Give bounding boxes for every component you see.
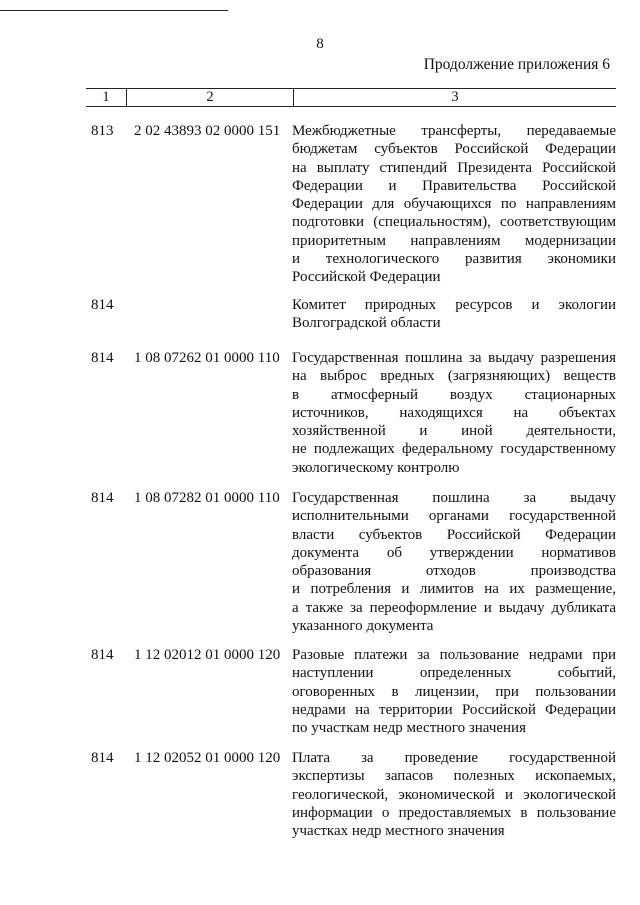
revenue-description — [292, 646, 616, 737]
description-line: и технологического развития экономики — [292, 251, 616, 268]
description-line: экологическому контролю — [292, 459, 460, 476]
description-line: бюджетам субъектов Российской Федерации — [292, 141, 616, 158]
budget-classification-code: 1 08 07282 01 0000 110 — [134, 490, 280, 506]
description-line: Комитет природных ресурсов и экологии — [292, 297, 616, 313]
description-line: оговоренных в лицензии, при пользовании — [292, 683, 616, 700]
revenue-description — [292, 349, 616, 477]
description-line: исполнительными органами государственной — [292, 508, 616, 525]
admin-code: 813 — [91, 123, 114, 139]
revenue-description — [292, 296, 616, 333]
description-line: Волгоградской области — [292, 315, 441, 332]
top-rule — [0, 10, 228, 11]
description-line: на выброс вредных (загрязняющих) веществ — [292, 368, 616, 385]
description-line: не подлежащих федеральному государственному — [292, 441, 616, 458]
budget-classification-code: 1 12 02052 01 0000 120 — [134, 750, 281, 766]
description-line: по участкам недр местного значения — [292, 720, 526, 737]
description-line: Федерации для обучающихся по направлениям — [292, 196, 616, 213]
admin-code: 814 — [91, 490, 114, 506]
revenue-description — [292, 122, 616, 287]
description-line: геологической, экономической и экологической — [292, 786, 616, 803]
description-line: наступлении определенных событий, — [292, 665, 616, 682]
description-line: экспертизы запасов полезных ископаемых, — [292, 768, 616, 785]
description-line: Плата за проведение государственной — [292, 750, 616, 766]
header-col-2: 2 — [127, 89, 294, 106]
header-col-1: 1 — [86, 89, 127, 106]
description-line: образования отходов производства — [292, 563, 616, 580]
description-line: указанного документа — [292, 618, 434, 635]
description-line: Федерации и Правительства Российской — [292, 177, 616, 194]
appendix-heading: Продолжение приложения 6 — [423, 56, 610, 73]
budget-classification-code: 1 12 02012 01 0000 120 — [134, 647, 281, 663]
description-line: на выплату стипендий Президента Российской — [292, 159, 616, 176]
description-line: недрами на территории Российской Федерации — [292, 701, 616, 718]
description-line: документа об утверждении нормативов — [292, 544, 616, 561]
table-header — [86, 88, 616, 107]
admin-code: 814 — [91, 350, 114, 366]
admin-code: 814 — [91, 297, 114, 313]
revenue-description — [292, 749, 616, 840]
description-line: Разовые платежи за пользование недрами при — [292, 647, 616, 663]
header-col-3: 3 — [451, 89, 459, 105]
description-line: источников, находящихся на объектах — [292, 404, 616, 421]
revenue-description — [292, 489, 616, 635]
description-line: информации о предоставляемых в пользование — [292, 804, 616, 821]
description-line: приоритетным направлениям модернизации — [292, 232, 616, 249]
description-line: хозяйственной и иной деятельности, — [292, 423, 616, 440]
description-line: подготовки (специальностям), соответствующим — [292, 214, 616, 231]
description-line: Российской Федерации — [292, 269, 441, 286]
description-line: Межбюджетные трансферты, передаваемые — [292, 123, 616, 139]
description-line: а также за переоформление и выдачу дубликата — [292, 599, 616, 616]
budget-classification-code: 2 02 43893 02 0000 151 — [134, 123, 281, 139]
admin-code: 814 — [91, 647, 114, 663]
description-line: в атмосферный воздух стационарных — [292, 386, 616, 403]
budget-classification-code: 1 08 07262 01 0000 110 — [134, 350, 280, 366]
description-line: и потребления и лимитов на их размещение, — [292, 581, 616, 598]
page-number: 8 — [316, 36, 324, 52]
description-line: Государственная пошлина за выдачу — [292, 490, 616, 506]
description-line: власти субъектов Российской Федерации — [292, 526, 616, 543]
admin-code: 814 — [91, 750, 114, 766]
description-line: участках недр местного значения — [292, 823, 505, 840]
description-line: Государственная пошлина за выдачу разрешения — [292, 350, 616, 366]
